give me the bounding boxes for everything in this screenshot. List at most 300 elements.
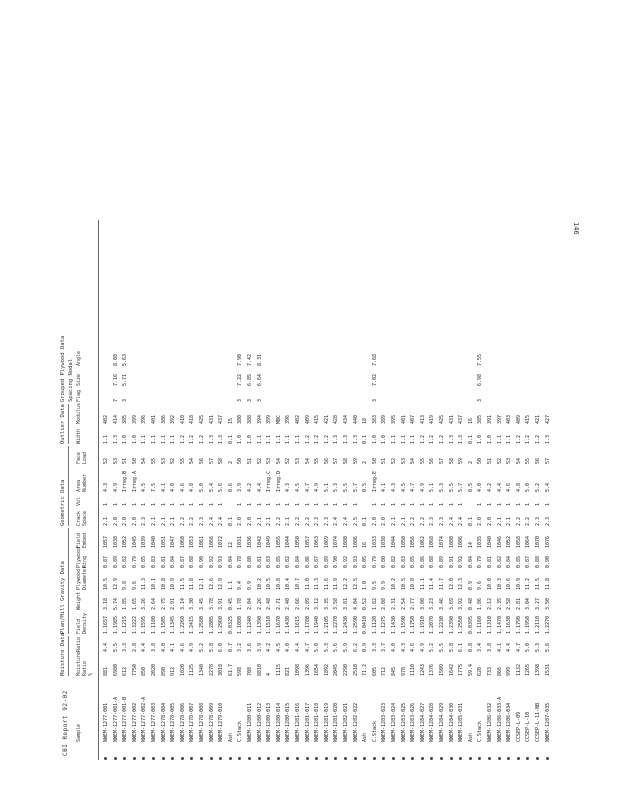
cell-pw: 1.3	[352, 434, 359, 444]
cell-ps: 16	[467, 417, 474, 424]
cell-pdiam: 10.5	[400, 577, 407, 590]
cell-rat: 0.9	[362, 642, 369, 652]
cell-edge: 56	[429, 457, 436, 464]
cell-rat: 3.3	[371, 642, 378, 652]
cell-pint: 0.80	[381, 555, 388, 568]
cell-cb: 2.2	[304, 516, 311, 526]
cell-pw: 1.1	[295, 434, 301, 444]
cell-pemb: 1051	[160, 535, 167, 548]
cell-pdiam: 9.6	[131, 580, 138, 590]
table-row	[208, 220, 217, 760]
cell-cb: 2.0	[371, 516, 378, 526]
cell-sample: NWEM-1278-006	[179, 702, 186, 742]
cell-ps: 401	[151, 414, 157, 424]
cell-rat: 4.9	[419, 642, 426, 652]
row-marker-dot	[421, 757, 424, 760]
cell-den: 0.0410	[362, 615, 369, 634]
cell-cb: 2.1	[170, 516, 177, 526]
cell-ks: Irreg.A	[131, 470, 138, 492]
cell-pw: 1.1	[160, 434, 167, 444]
cell-mark	[294, 746, 303, 760]
cell-ash: 2.66	[295, 597, 301, 610]
cell-mark	[246, 746, 255, 760]
cell-mark	[150, 746, 159, 760]
cell-den: 1.1670	[275, 615, 282, 634]
cell-vol: 1	[199, 502, 205, 506]
cell-pdiam: 11.5	[179, 577, 186, 590]
cell-mark	[428, 746, 437, 760]
cell-pemb: 1080	[448, 535, 455, 548]
cell-ash: 5.74	[112, 597, 119, 610]
cell-pemb: 1046	[496, 535, 503, 548]
cell-pemb: 12	[227, 541, 234, 548]
cell-edge: 58	[218, 457, 225, 464]
cell-ks: 4.4	[496, 482, 503, 492]
cell-nmf: 2510	[352, 663, 359, 676]
cell-nmf: 1020	[179, 663, 186, 676]
cell-pw: 0.1	[467, 434, 474, 444]
cell-pint: 0.04	[467, 555, 474, 568]
cell-pint: 0.88	[429, 555, 436, 568]
cell-cb: 2.4	[448, 516, 455, 526]
cell-nmf: 1892	[323, 663, 330, 676]
cell-sample: NWEM-1285-031	[458, 702, 465, 742]
cell-ash: 0.45	[227, 597, 234, 610]
cell-ps: 391	[487, 414, 493, 424]
cell-pint: 0.85	[141, 555, 148, 568]
cell-pdiam: 11.4	[429, 577, 436, 590]
cell-den: 1.1240	[247, 615, 253, 634]
cell-ash: 2.75	[160, 597, 167, 610]
cell-ash: 3.81	[343, 597, 349, 610]
cell-sample: NWEM-1284-027	[419, 702, 426, 742]
cell-pint: 0.88	[189, 555, 196, 568]
row-marker-dot	[517, 757, 520, 760]
cell-edge: 53	[506, 457, 513, 464]
cell-vol: 1	[314, 502, 321, 506]
cell-cb: 2.2	[189, 516, 196, 526]
row-marker-dot	[315, 757, 318, 760]
table-row	[390, 220, 399, 760]
column-header-field-embed: Field Embed	[76, 532, 88, 548]
cell-ks: 5.0	[199, 482, 205, 492]
cell-nmf: 1642	[448, 663, 455, 676]
row-marker-dot	[162, 757, 165, 760]
cell-mark	[265, 746, 274, 760]
cell-mark	[198, 746, 207, 760]
cell-pw: 1.1	[285, 434, 292, 444]
row-marker-dot	[546, 757, 549, 760]
cell-ps: 18	[362, 417, 369, 424]
cell-ash: 3.30	[189, 597, 196, 610]
column-header-ratio: Ratio	[76, 636, 82, 652]
cell-edge: 53	[266, 457, 273, 464]
cell-pdiam: 12.1	[199, 577, 205, 590]
cell-vol: 1	[151, 502, 157, 506]
cell-sample: NWEM-1278-004	[160, 702, 167, 742]
cell-edge: 57	[333, 457, 340, 464]
cell-ash: 4.04	[352, 597, 359, 610]
table-row	[169, 220, 178, 760]
cell-cb: 2.4	[218, 516, 225, 526]
cell-sample: CCSEP-L-11-NB	[535, 702, 541, 742]
cell-vol: 1	[141, 502, 148, 506]
column-header-face-load: Face Load	[76, 451, 88, 464]
row-marker-dot	[440, 757, 443, 760]
cell-rat: 5.2	[429, 642, 436, 652]
group-rule	[68, 404, 69, 444]
cell-vol: 1	[275, 502, 282, 506]
cell-pint: 0.81	[487, 555, 493, 568]
cell-pint: 0.81	[160, 555, 167, 568]
cell-nodes: 3	[122, 398, 129, 402]
cell-pdiam: 11.8	[544, 577, 551, 590]
cell-ks: 5.3	[333, 482, 340, 492]
cell-rat: 5.3	[535, 642, 541, 652]
cell-pint: 0.93	[218, 555, 225, 568]
cell-vol: 1	[160, 502, 167, 506]
cell-pemb: 1058	[515, 535, 522, 548]
row-marker-dot	[277, 757, 280, 760]
cell-mark	[534, 746, 543, 760]
cell-rat: 4.1	[170, 642, 177, 652]
cell-pint: 0.81	[256, 555, 263, 568]
cell-pemb: 1050	[295, 535, 301, 548]
cell-edge: 53	[112, 457, 119, 464]
cell-cb: 2.2	[295, 516, 301, 526]
cell-ash: 2.04	[247, 597, 253, 610]
cell-ps: 409	[515, 414, 522, 424]
row-marker-dot	[430, 757, 433, 760]
cell-den: 0.0325	[227, 615, 234, 634]
cell-den: 1.2110	[535, 615, 541, 634]
column-header-size: Size	[76, 373, 82, 386]
cell-pdiam: 11.8	[189, 577, 196, 590]
cell-den: 1.2270	[333, 615, 340, 634]
cell-rat: 5.8	[208, 642, 215, 652]
cell-ash: 2.48	[266, 597, 273, 610]
table-row	[467, 220, 476, 760]
cell-nmf: 1775	[458, 663, 465, 676]
cell-den: 1.2805	[208, 615, 215, 634]
cell-size: 5.71	[122, 373, 129, 386]
cell-ks: 4.7	[304, 482, 311, 492]
cell-pemb: 1057	[304, 535, 311, 548]
cell-pdiam: 11.3	[314, 577, 321, 590]
cell-ang: 7.68	[371, 353, 378, 366]
cell-cb: 2.0	[112, 516, 119, 526]
table-row	[505, 220, 514, 760]
cell-pdiam: 10.7	[295, 577, 301, 590]
cell-pdiam: 9.6	[477, 580, 484, 590]
cell-pdiam: 12.9	[218, 577, 225, 590]
cell-ash: 2.35	[496, 597, 503, 610]
cell-den: 1.1780	[304, 615, 311, 634]
cell-pw: 1.0	[381, 434, 388, 444]
cell-edge: 52	[103, 457, 109, 464]
cell-nmf: 3018	[218, 663, 225, 676]
cell-pint: 0.90	[544, 555, 551, 568]
cell-ks: 0.6	[227, 482, 234, 492]
cell-ks: 4.3	[391, 482, 397, 492]
cell-rat: 4.4	[141, 642, 148, 652]
cell-pw: 1.3	[333, 434, 340, 444]
cell-pemb: 1053	[189, 535, 196, 548]
row-marker-dot	[104, 757, 107, 760]
cell-mark	[419, 746, 428, 760]
cell-ks: 5.4	[208, 482, 215, 492]
cell-rat: 4.7	[304, 642, 311, 652]
cell-pw: 1.2	[429, 434, 436, 444]
cell-ps: 415	[525, 414, 532, 424]
cell-sample: NWEM-1283-026	[410, 702, 417, 742]
table-row	[419, 220, 428, 760]
cell-pw: 1.0	[237, 434, 244, 444]
cell-rat: 5.9	[343, 642, 349, 652]
cell-ash: 2.08	[381, 597, 388, 610]
cell-pint: 0.80	[247, 555, 253, 568]
cell-den: 1.2550	[458, 615, 465, 634]
cell-nmf: 881	[103, 666, 109, 676]
cell-mark	[332, 746, 341, 760]
cell-size: 6.98	[477, 373, 484, 386]
cell-pw: 1.3	[458, 434, 465, 444]
cell-cb: 2.1	[496, 516, 503, 526]
cell-ps: 413	[419, 414, 426, 424]
cell-edge: 55	[314, 457, 321, 464]
cell-pemb: 16	[362, 541, 369, 548]
cell-edge: 56	[535, 457, 541, 464]
cell-edge: 51	[381, 457, 388, 464]
cell-ash: 2.58	[506, 597, 513, 610]
cell-ps: 437	[218, 414, 225, 424]
cell-vol: 1	[391, 502, 397, 506]
table-row	[313, 220, 322, 760]
cell-pint: 0.90	[333, 555, 340, 568]
cell-pint: 0.92	[208, 555, 215, 568]
cell-size: 7.02	[371, 373, 378, 386]
cell-mark	[121, 746, 130, 760]
row-marker-dot	[536, 757, 539, 760]
cell-sample: NWEM-1281-018	[314, 702, 321, 742]
cell-cb: 2.2	[410, 516, 417, 526]
row-marker-dot	[171, 757, 174, 760]
cell-pw: 1.1	[275, 434, 282, 444]
cell-rat: 5.2	[199, 642, 205, 652]
cell-sample: NWEM-1284-029	[439, 702, 445, 742]
cell-ash: 3.04	[525, 597, 532, 610]
cell-mark	[380, 746, 389, 760]
cell-den: 1.1910	[419, 615, 426, 634]
cell-rat: 6.0	[218, 642, 225, 652]
cell-pw: 1.3	[218, 434, 225, 444]
cell-den: 1.1310	[487, 615, 493, 634]
cell-den: 1.1470	[496, 615, 503, 634]
cell-den: 1.3222	[131, 615, 138, 634]
cell-edge: 52	[285, 457, 292, 464]
cell-vol: 1	[535, 502, 541, 506]
cell-cb: 2.1	[400, 516, 407, 526]
table-row	[371, 220, 380, 760]
cell-ks: Irreg.C	[266, 470, 273, 492]
cell-sample: NWEM-1281-017	[304, 702, 311, 742]
cell-cb: 2.1	[391, 516, 397, 526]
cell-pdiam: 10.5	[103, 577, 109, 590]
cell-cb: 2.0	[477, 516, 484, 526]
cell-mark	[390, 746, 399, 760]
table-row	[476, 220, 485, 760]
cell-ash: 1.85	[122, 597, 129, 610]
cell-pdiam: 9.5	[371, 580, 378, 590]
row-marker-dot	[344, 757, 347, 760]
cell-rat: 3.9	[256, 642, 263, 652]
cell-nmf: 71.2	[362, 663, 369, 676]
cell-pint: 0.04	[227, 555, 234, 568]
cell-ps: 399	[131, 414, 138, 424]
cell-sample: NWEM-1278-009	[208, 702, 215, 742]
cell-ks: 4.2	[247, 482, 253, 492]
row-marker-dot	[190, 757, 193, 760]
cell-vol: 1	[352, 502, 359, 506]
table-row	[265, 220, 274, 760]
cell-pint: 0.83	[400, 555, 407, 568]
cell-edge: 53	[400, 457, 407, 464]
cell-den: 1.1275	[381, 615, 388, 634]
cell-pw: 1.3	[208, 434, 215, 444]
cell-edge: 54	[189, 457, 196, 464]
cell-ps: 397	[496, 414, 503, 424]
cell-ash: 3.91	[218, 597, 225, 610]
cell-edge: 59	[458, 457, 465, 464]
cell-ash: 2.91	[170, 597, 177, 610]
cell-pemb: 1070	[535, 535, 541, 548]
cell-nodes: 3	[256, 398, 263, 402]
cell-ps: 383	[371, 414, 378, 424]
cell-den: 1.1940	[314, 615, 321, 634]
cell-pdiam: 11.9	[333, 577, 340, 590]
cell-mark	[275, 746, 284, 760]
cell-ps: 409	[304, 414, 311, 424]
cell-cb: 2.1	[160, 516, 167, 526]
cell-nmf: 612	[122, 666, 129, 676]
cell-ps: 394	[256, 414, 263, 424]
cell-rat: 5.0	[525, 642, 532, 652]
row-marker-dot	[248, 757, 251, 760]
cell-sample: Ash	[467, 732, 474, 742]
cell-ash: 3.00	[419, 597, 426, 610]
cell-ash: 2.54	[400, 597, 407, 610]
cell-ps: 421	[535, 414, 541, 424]
cell-sample: C.Stack	[237, 720, 244, 742]
row-marker-dot	[469, 757, 472, 760]
cell-ks: 4.2	[487, 482, 493, 492]
cell-ps: 385	[477, 414, 484, 424]
cell-vol: 1	[266, 502, 273, 506]
cell-den: 1.1590	[400, 615, 407, 634]
cell-edge: 2	[362, 460, 369, 464]
table-row	[150, 220, 159, 760]
cell-vol: 1	[295, 502, 301, 506]
cell-pint: 0.89	[323, 555, 330, 568]
cell-edge: 52	[170, 457, 177, 464]
group-header-spacing: Spacing Nodal	[68, 358, 74, 402]
cell-edge: 57	[544, 457, 551, 464]
column-header-plywood-diameter: Plywood Diameter	[76, 565, 88, 590]
cell-nmf: 1115	[275, 663, 282, 676]
cell-ks: 4.1	[381, 482, 388, 492]
cell-mark	[284, 746, 293, 760]
cell-ps: 407	[410, 414, 417, 424]
cell-nodes: 3	[237, 398, 244, 402]
row-marker-dot	[258, 757, 261, 760]
cell-sample: NWEM-1284-030	[448, 702, 455, 742]
cell-pemb: 1039	[141, 535, 148, 548]
cell-sample: NWEM-1280-011	[247, 702, 253, 742]
cell-ps: 421	[323, 414, 330, 424]
cell-ps: 410	[179, 414, 186, 424]
cell-mark	[217, 746, 226, 760]
table-row	[256, 220, 265, 760]
cell-rat: 5.5	[112, 642, 119, 652]
cell-ps: 440	[352, 414, 359, 424]
cell-vol: 1	[247, 502, 253, 506]
cell-ash: 1.78	[237, 597, 244, 610]
column-header-weight: Weight	[76, 591, 82, 610]
cell-pint: 0.84	[295, 555, 301, 568]
cell-nmf: 2020	[151, 663, 157, 676]
cell-ps: 418	[189, 414, 196, 424]
cell-vol: 1	[410, 502, 417, 506]
table-row	[236, 220, 245, 760]
cell-pw: 1.2	[419, 434, 426, 444]
cell-edge: 53	[160, 457, 167, 464]
cell-sample: NWEM-1277-001-A	[112, 696, 119, 742]
cell-ps: 396	[285, 414, 292, 424]
cell-cb: 2.3	[439, 516, 445, 526]
cell-sample: NWEM-1278-008	[199, 702, 205, 742]
table-row	[332, 220, 341, 760]
cell-cb: 2.4	[333, 516, 340, 526]
cell-mark	[304, 746, 313, 760]
cell-ash: 2.89	[304, 597, 311, 610]
cell-edge: 2	[467, 460, 474, 464]
cell-den: 1.2230	[439, 615, 445, 634]
cell-sample: NWEM-1286-033-A	[496, 696, 503, 742]
cell-cb: 2.1	[266, 516, 273, 526]
cell-pemb: 1057	[103, 535, 109, 548]
cell-rat: 0.7	[227, 642, 234, 652]
cell-ks: 5.0	[525, 482, 532, 492]
cell-ks: 7.5	[151, 482, 157, 492]
cell-sample: NWEM-1286-034	[506, 702, 513, 742]
cell-mark	[467, 746, 476, 760]
cell-ash: 3.50	[544, 597, 551, 610]
cell-ps: 386	[160, 414, 167, 424]
cell-pemb: 1076	[544, 535, 551, 548]
cell-vol: 1	[170, 502, 177, 506]
cell-pdiam: 12.3	[458, 577, 465, 590]
cell-ps: 425	[439, 414, 445, 424]
cell-pemb: 1042	[256, 535, 263, 548]
cell-ps: 431	[208, 414, 215, 424]
cell-ps: 437	[458, 414, 465, 424]
cell-pw: 1.2	[525, 434, 532, 444]
cell-ks: 5.5	[448, 482, 455, 492]
cell-size: 7.22	[237, 373, 244, 386]
cell-ps: 395	[391, 414, 397, 424]
table-row	[121, 220, 130, 760]
cell-pemb: 1047	[170, 535, 177, 548]
